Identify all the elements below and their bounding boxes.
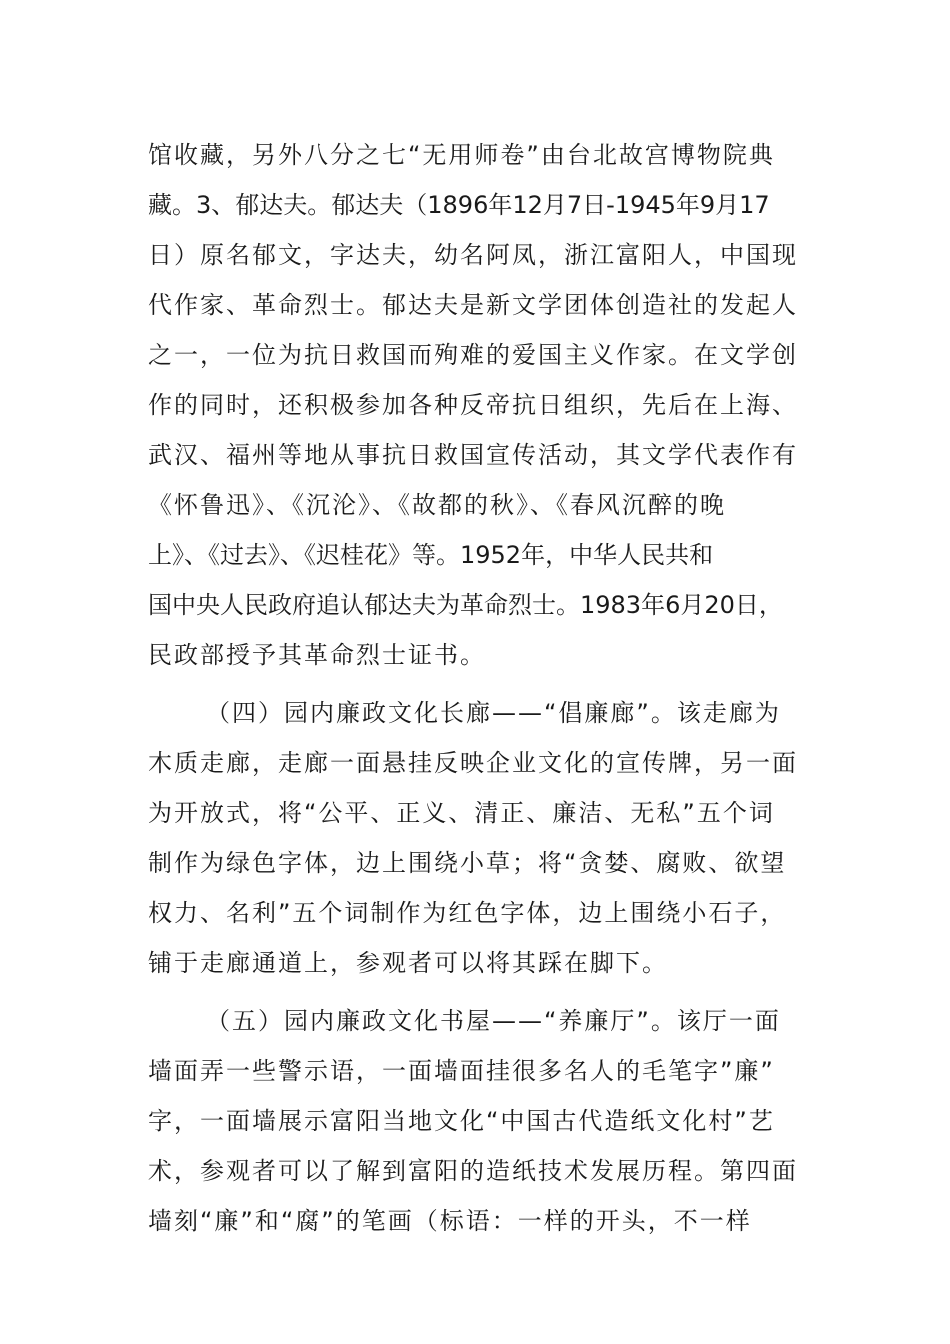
paragraph-continuation xyxy=(148,130,810,680)
text-line: 制作为绿色字体，边上围绕小草；将“贪婪、腐败、欲望 xyxy=(148,849,787,877)
text-line: 墙刻“廉”和“腐”的笔画（标语：一样的开头，不一样 xyxy=(148,1207,752,1235)
text-line: 馆收藏，另外八分之七“无用师卷”由台北故宫博物院典 xyxy=(148,141,775,169)
document-body xyxy=(148,130,810,1246)
text-line: 藏。3、郁达夫。郁达夫（1896年12月7日-1945年9月17 xyxy=(148,191,770,219)
text-line: 铺于走廊通道上，参观者可以将其踩在脚下。 xyxy=(148,949,668,977)
text-line: 墙面弄一些警示语，一面墙面挂很多名人的毛笔字”廉” xyxy=(148,1057,775,1085)
text-line: 为开放式，将“公平、正义、清正、廉洁、无私”五个词 xyxy=(148,799,775,827)
text-line: 代作家、革命烈士。郁达夫是新文学团体创造社的发起人 xyxy=(148,291,798,319)
paragraph-corridor xyxy=(148,688,810,988)
text-line: 作的同时，还积极参加各种反帝抗日组织，先后在上海、 xyxy=(148,391,798,419)
paragraph-first-line: （四）园内廉政文化长廊——“倡廉廊”。该走廊为 xyxy=(206,699,781,727)
paragraph-first-line: （五）园内廉政文化书屋——“养廉厅”。该厅一面 xyxy=(206,1007,781,1035)
text-line: 上》、《过去》、《迟桂花》等。1952年，中华人民共和 xyxy=(148,541,714,569)
text-line: 武汉、福州等地从事抗日救国宣传活动，其文学代表作有 xyxy=(148,441,798,469)
paragraph-bookhouse xyxy=(148,996,810,1246)
text-line: 字，一面墙展示富阳当地文化“中国古代造纸文化村”艺 xyxy=(148,1107,775,1135)
text-line: 民政部授予其革命烈士证书。 xyxy=(148,641,486,669)
text-line: 术，参观者可以了解到富阳的造纸技术发展历程。第四面 xyxy=(148,1157,798,1185)
text-line: 木质走廊，走廊一面悬挂反映企业文化的宣传牌，另一面 xyxy=(148,749,798,777)
text-line: 权力、名利”五个词制作为红色字体，边上围绕小石子， xyxy=(148,899,787,927)
text-line: 日）原名郁文，字达夫，幼名阿凤，浙江富阳人，中国现 xyxy=(148,241,798,269)
text-line: 之一，一位为抗日救国而殉难的爱国主义作家。在文学创 xyxy=(148,341,798,369)
text-line: 《怀鲁迅》、《沉沦》、《故都的秋》、《春风沉醉的晚 xyxy=(148,491,726,519)
text-line: 国中央人民政府追认郁达夫为革命烈士。1983年6月20日， xyxy=(148,591,783,619)
